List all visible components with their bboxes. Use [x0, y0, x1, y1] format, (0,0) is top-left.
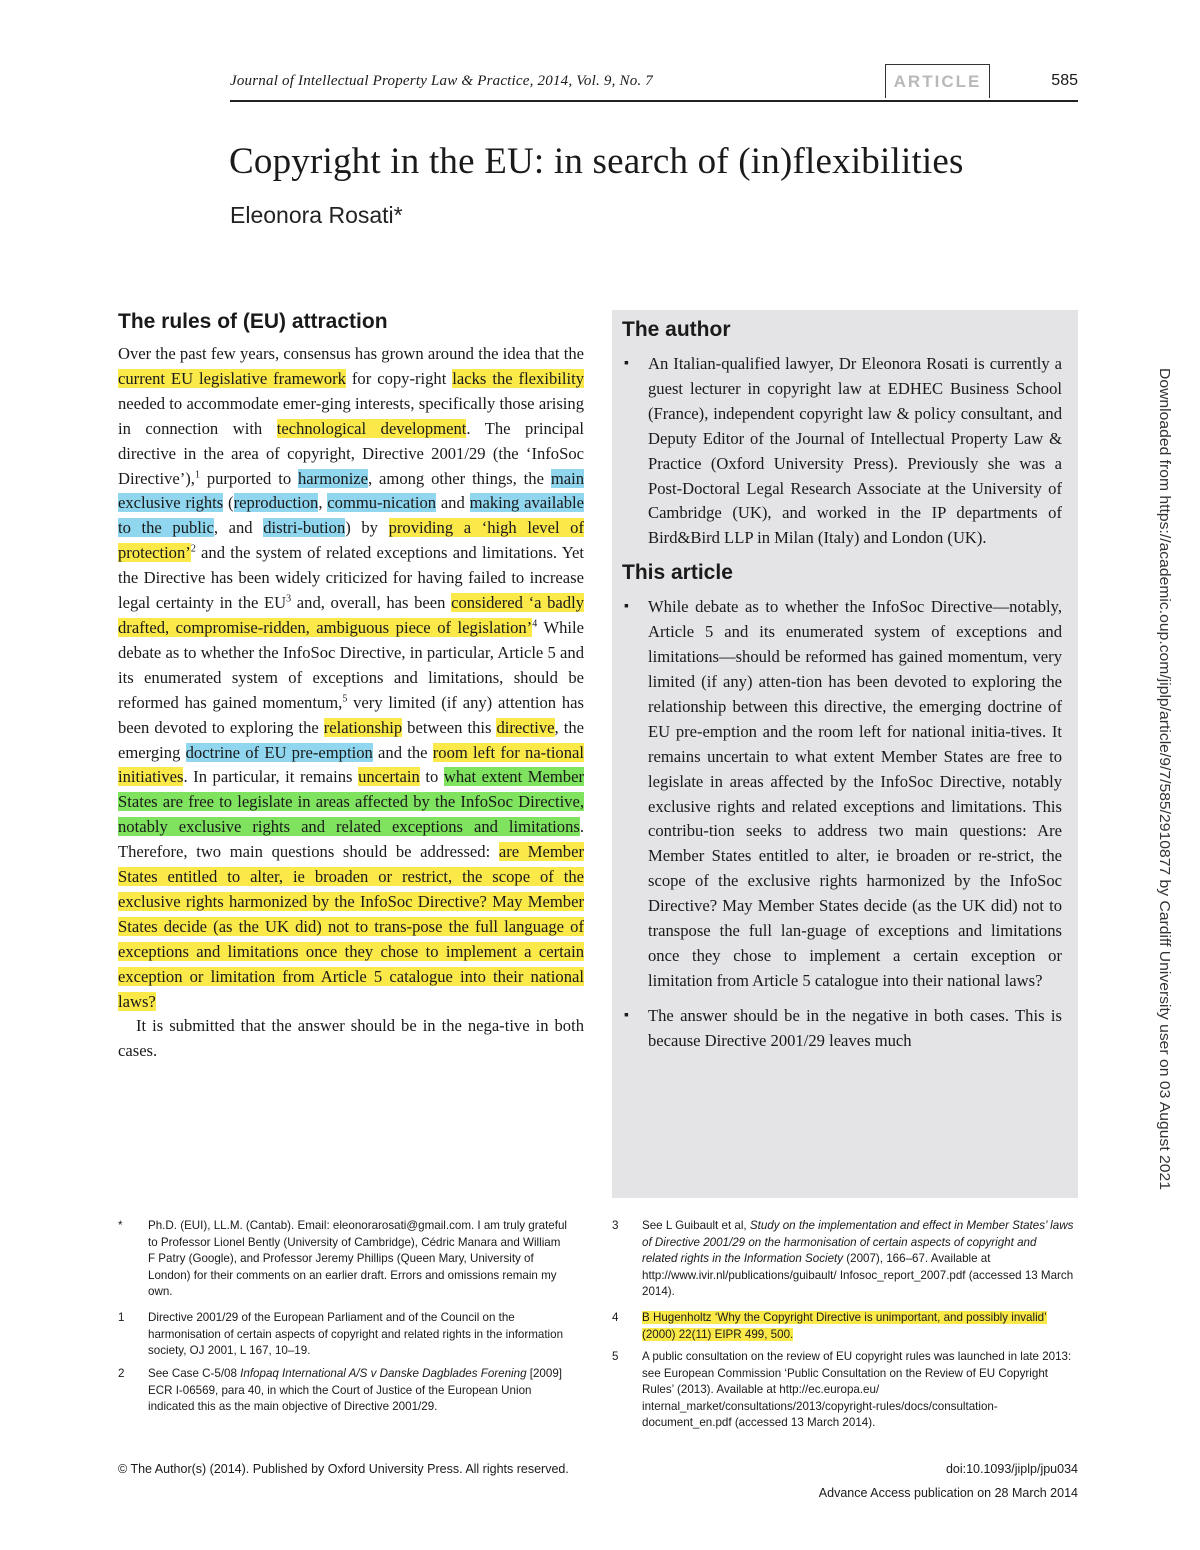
this-article-heading: This article — [622, 561, 733, 585]
text-run: and, overall, has been — [291, 593, 452, 613]
text-run: needed to accommodate emer-ging interests, specifically those arising in connection with — [118, 393, 584, 438]
text-run: ) by — [345, 518, 389, 538]
text-run: and — [436, 493, 470, 513]
author-name: Eleonora Rosati* — [230, 202, 403, 228]
footnote-number: * — [118, 1219, 123, 1232]
footnote-text — [642, 1310, 1074, 1343]
highlight-yellow: are Member States entitled to alter, ie broaden or restrict, the scope of the exclusive rights harmonized by the InfoSoc Directive? May Member States decide (as the UK did) not to trans-pose the full language of exceptions and limitations once they chose to implement a certain exception or limitation from Article 5 catalogue into their national laws? — [118, 842, 584, 1011]
advance-access-date: Advance Access publication on 28 March 2014 — [818, 1486, 1078, 1500]
footnote-text — [148, 1366, 568, 1416]
footnote-ref[interactable]: 3 — [286, 593, 292, 605]
article-points-list — [622, 595, 1062, 1053]
highlight-yellow: providing a ‘high level of protection’ — [118, 518, 585, 563]
author-summary-box — [612, 310, 1078, 1198]
highlight-blue: main exclusive rights — [118, 468, 584, 513]
text-run: See Case C-5/08 — [148, 1367, 241, 1380]
highlight-yellow: initiatives — [118, 767, 184, 787]
download-stamp-svg — [1152, 368, 1178, 1192]
text-run: [2009] ECR I-06569, para 40, in which the Court of Justice of the European Union indicated this as the main objective of Directive 2001/29. — [148, 1367, 562, 1414]
body-paragraph-1 — [118, 342, 584, 1014]
highlight-yellow: lacks the flexibility — [452, 368, 584, 388]
journal-title: Journal of Intellectual Property Law & Practice — [230, 73, 530, 89]
text-run: Over the past few years, consensus has grown around the idea that the — [118, 344, 584, 363]
highlight-yellow: directive — [496, 717, 555, 737]
author-list — [622, 352, 1062, 551]
article-point: The answer should be in the negative in both cases. This is because Directive 2001/29 leaves much — [648, 1005, 1062, 1050]
highlight-yellow: considered ‘a badly drafted, compromise-ridden, ambiguous piece of legislation’ — [118, 593, 584, 637]
study-title: Study on the implementation and effect in Member States’ laws of Directive 2001/29 on the harmonisation of certain aspects of copyright and related rights in the Information Society — [642, 1219, 1074, 1266]
text-run: , — [318, 493, 328, 513]
highlight-yellow: technological development — [276, 418, 467, 438]
footnote-number: 1 — [118, 1311, 125, 1324]
highlight-blue: doctrine of EU pre-emption — [185, 742, 373, 762]
footnote-ref[interactable]: 1 — [194, 469, 200, 480]
text-run: between this — [402, 717, 497, 737]
footnote-number: 4 — [612, 1311, 619, 1324]
bullet-icon: ▪ — [624, 599, 629, 615]
text-run: ( — [223, 493, 234, 513]
text-run: , the emerging — [118, 717, 584, 762]
body-paragraph-2: It is submitted that the answer should be in the nega-tive in both cases. — [118, 1016, 584, 1061]
text-run: (2007), 166–67. Available at http://www.ivir.nl/publications/guibault/ Infosoc_report_2007.pdf (accessed 13 March 2014). — [642, 1252, 1074, 1299]
highlight-green: what extent Member States are free to legislate in areas affected by the InfoSoc Directive, notably exclusive rights and related exceptions and limitations — [118, 767, 584, 837]
text-run: , among other things, the — [368, 468, 551, 488]
text-run: While debate as to whether the InfoSoc Directive, in particular, Article 5 and its enumerated system of exceptions and limitations, should be reformed has gained momentum, — [118, 617, 584, 712]
doi[interactable]: doi:10.1093/jiplp/jpu034 — [945, 1462, 1078, 1476]
bullet-icon: ▪ — [624, 356, 629, 371]
highlight-blue: reproduction — [233, 493, 319, 513]
copyright-notice: © The Author(s) (2014). Published by Oxford University Press. All rights reserved. — [118, 1462, 569, 1476]
footnote-text — [642, 1218, 1074, 1301]
footnote-text: Directive 2001/29 of the European Parliament and of the Council on the harmonisation of certain aspects of copyright and related rights in the information society, OJ 2001, L 167, 10–19. — [148, 1311, 564, 1358]
highlight-yellow: B Hugenholtz ‘Why the Copyright Directive is unimportant, and possibly invalid’ (2000) 22(11) EIPR 499, 500. — [642, 1311, 1047, 1341]
highlight-blue: distri-bution — [263, 518, 346, 538]
download-stamp-text: Downloaded from https://academic.oup.com/jiplp/article/9/7/585/2910877 by Cardiff University user on 03 August 2021 — [1156, 368, 1173, 1154]
journal-volume: , 2014, Vol. 9, No. 7 — [529, 73, 653, 89]
footnote-ref[interactable]: 5 — [342, 693, 348, 705]
text-run: . The principal directive in the area of copyright, Directive 2001/29 (the ‘InfoSoc Directive’), — [118, 418, 585, 488]
bullet-icon: ▪ — [624, 1007, 629, 1023]
text-run: and the — [372, 742, 433, 762]
text-run: to — [419, 767, 444, 787]
highlight-yellow: uncertain — [358, 767, 420, 787]
footnote-number: 5 — [612, 1350, 619, 1363]
page-number: 585 — [1051, 72, 1078, 89]
text-run: . In particular, it remains — [183, 767, 359, 787]
footnotes-left — [118, 1218, 588, 1418]
article-type-badge: ARTICLE — [885, 64, 990, 98]
author-bio: An Italian-qualified lawyer, Dr Eleonora Rosati is currently a guest lecturer in copyright law at EDHEC Business School (France), independent copyright law & policy consultant, and Deputy Editor of the Journal of Intellectual Property Law & Practice (Oxford University Press). Previously she was a Post-Doctoral Legal Research Associate at the University of Cambridge (UK), and worked in the IP departments of Bird&Bird LLP in Milan (Italy) and London (UK). — [648, 354, 1062, 548]
highlight-blue: making available to the public — [118, 493, 584, 538]
highlight-yellow: room left for na-tional — [432, 742, 584, 762]
highlight-yellow: current EU legislative framework — [118, 368, 346, 388]
highlight-blue: commu-nication — [327, 493, 437, 513]
list-item — [622, 595, 1062, 994]
list-item — [622, 1004, 1062, 1054]
list-item — [622, 352, 1062, 551]
article-title: Copyright in the EU: in search of (in)flexibilities — [229, 141, 964, 182]
main-column — [118, 310, 584, 1064]
text-run: purported to — [199, 468, 298, 488]
download-stamp — [1152, 368, 1178, 1192]
footnote-text: A public consultation on the review of EU copyright rules was launched in late 2013: see European Commission ‘Public Consultation on the Review of EU Copyright Rules’ (2013). Available at http://ec.europa.eu/ internal_market/consultations/2013/copyright-rules/docs/consultation-document_en.pdf (accessed 13 March 2014). — [642, 1350, 1072, 1430]
text-run: See L Guibault et al, — [642, 1219, 750, 1232]
running-header — [230, 70, 1078, 102]
journal-citation — [230, 73, 653, 90]
case-name: Infopaq International A/S v Danske Dagblades Forening — [240, 1367, 527, 1380]
footnote-text: Ph.D. (EUI), LL.M. (Cantab). Email: eleonorarosati@gmail.com. I am truly grateful to Professor Lionel Bently (University of Cambridge), Cédric Manara and William F Patry (Google), and Professor Jeremy Phillips (Queen Mary, University of London) for their comments on an earlier draft. Errors and omissions remain my own. — [148, 1219, 567, 1299]
text-run: and the system of related exceptions and limitations. Yet the Directive has been widely criticized for having failed to increase legal certainty in the EU — [118, 543, 584, 613]
footnote-number: 3 — [612, 1219, 619, 1232]
highlight-blue: harmonize — [298, 468, 369, 488]
article-point: While debate as to whether the InfoSoc Directive—notably, Article 5 and its enumerated system of exceptions and limitations—should be reformed has gained momentum, very limited (if any) atten-tion has been devoted to exploring the relationship between this directive, the emerging doctrine of EU pre-emption and the room left for national initia-tives. It remains uncertain to what extent Member States are free to legislate in areas affected by the InfoSoc Directive, notably exclusive rights and related exceptions and limitations. This contribu-tion seeks to address two main questions: Are Member States entitled to alter, ie broaden or re-strict, the scope of the exclusive rights harmonized by the InfoSoc Directive? May Member States decide (as the UK did) not to transpose the full lan-guage of exceptions and limitations once they chose to implement a certain exception or limitation from Article 5 catalogue into their national laws? — [648, 597, 1062, 990]
highlight-yellow: relationship — [323, 717, 403, 737]
footnote-number: 2 — [118, 1367, 125, 1380]
footnotes-right — [612, 1218, 1080, 1430]
author-heading: The author — [622, 318, 731, 341]
text-run: . Therefore, two main questions should be addressed: — [118, 817, 584, 862]
section-heading: The rules of (EU) attraction — [118, 310, 388, 333]
text-run: very limited (if any) attention has been devoted to exploring the — [118, 692, 585, 737]
footnote-ref[interactable]: 2 — [190, 543, 196, 555]
text-run: , and — [213, 518, 264, 538]
text-run: for copy-right — [345, 368, 453, 388]
footnote-ref[interactable]: 4 — [532, 618, 538, 630]
